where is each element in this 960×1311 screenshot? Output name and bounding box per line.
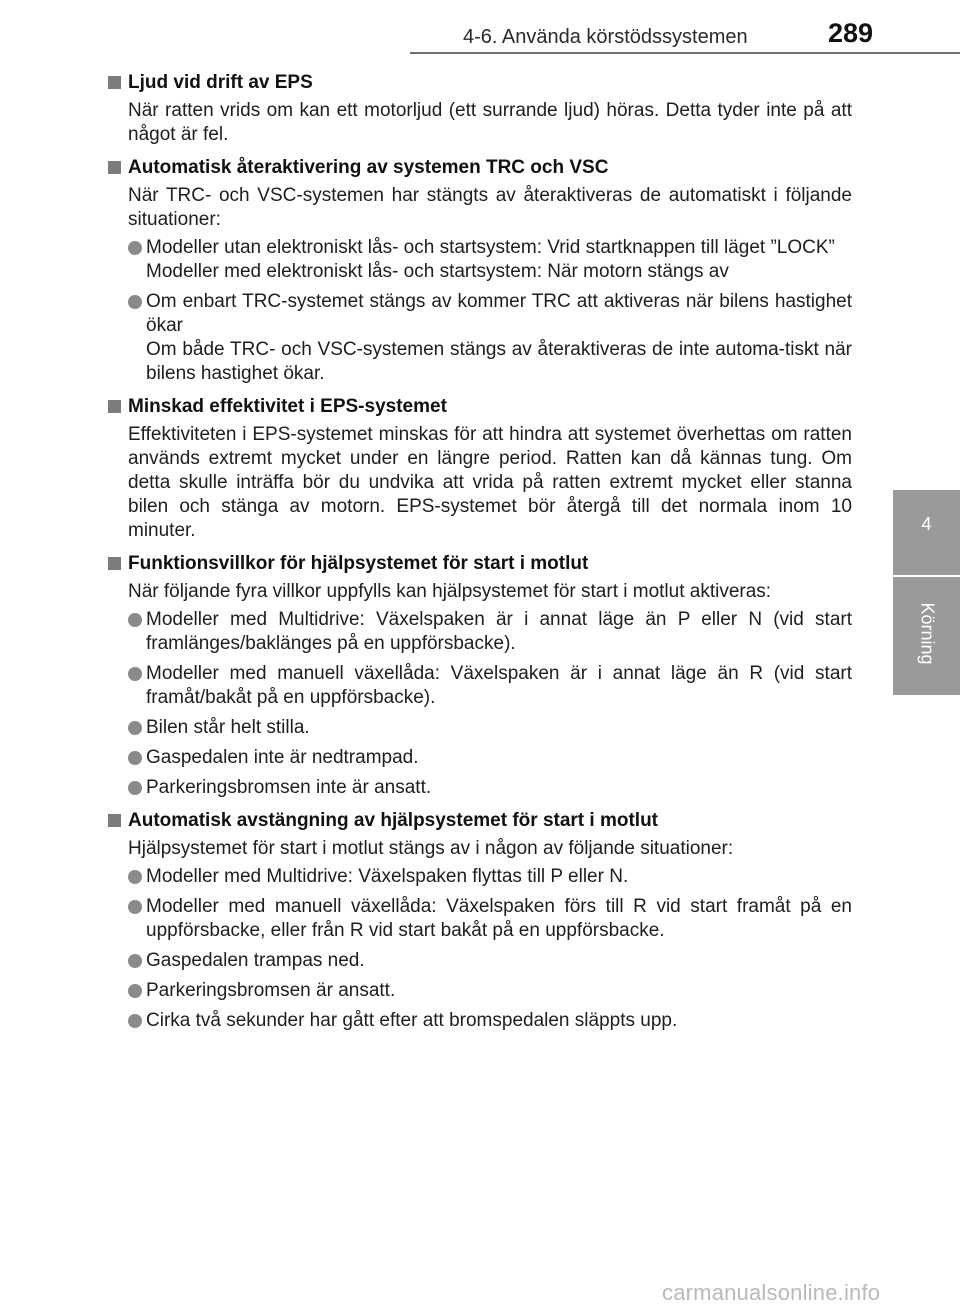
list-item-text: Modeller med Multidrive: Växelspaken är i annat läge än P eller N (vid start framlänges/baklänges på en uppförsbacke).: [146, 609, 852, 654]
list-item: [106, 979, 852, 1003]
round-bullet-icon: [128, 984, 142, 998]
round-bullet-icon: [128, 870, 142, 884]
round-bullet-icon: [128, 781, 142, 795]
list-item-text: Cirka två sekunder har gått efter att bromspedalen släppts upp.: [146, 1010, 678, 1031]
section-body: När ratten vrids om kan ett motorljud (ett surrande ljud) höras. Detta tyder inte på att något är fel.: [128, 100, 852, 145]
round-bullet-icon: [128, 613, 142, 627]
list-item: [106, 895, 852, 943]
list-item: [106, 662, 852, 710]
section-hill-start-conditions: [106, 551, 852, 800]
round-bullet-icon: [128, 954, 142, 968]
section-heading: 4-6. Använda körstödssystemen: [463, 26, 748, 48]
list-item-text: Bilen står helt stilla.: [146, 717, 310, 738]
section-title: Ljud vid drift av EPS: [128, 72, 313, 93]
section-body: När TRC- och VSC-systemen har stängts av återaktiveras de automatiskt i följande situationer:: [128, 185, 852, 230]
page-content: [106, 70, 852, 1041]
round-bullet-icon: [128, 241, 142, 255]
header-rule: [410, 52, 960, 54]
section-title: Automatisk avstängning av hjälpsystemet för start i motlut: [128, 810, 658, 831]
section-body: När följande fyra villkor uppfylls kan hjälpsystemet för start i motlut aktiveras:: [128, 581, 772, 602]
list-item: [106, 776, 852, 800]
page-number: 289: [828, 18, 874, 48]
square-bullet-icon: [108, 814, 121, 827]
chapter-number: 4: [921, 514, 932, 534]
section-title: Minskad effektivitet i EPS-systemet: [128, 396, 447, 417]
round-bullet-icon: [128, 1014, 142, 1028]
chapter-label: Körning: [917, 601, 938, 665]
section-eps-efficiency: [106, 394, 852, 543]
site-watermark: carmanualsonline.info: [662, 1280, 881, 1305]
section-body: Effektiviteten i EPS-systemet minskas för att hindra att systemet överhettas om ratten används extremt mycket under en längre period. Ratten kan då kännas tung. Om detta skulle inträffa bör du undvika att vrida på ratten extremt mycket eller stanna bilen och stänga av motorn. EPS-systemet bör återgå till det normala inom 10 minuter.: [128, 424, 852, 541]
section-hill-start-shutoff: [106, 808, 852, 1033]
page-header: [0, 0, 960, 60]
square-bullet-icon: [108, 400, 121, 413]
round-bullet-icon: [128, 667, 142, 681]
list-item-text: Modeller med Multidrive: Växelspaken flyttas till P eller N.: [146, 866, 629, 887]
list-item: [106, 1009, 852, 1033]
round-bullet-icon: [128, 900, 142, 914]
square-bullet-icon: [108, 76, 121, 89]
list-item-text: Modeller med elektroniskt lås- och startsystem: När motorn stängs av: [146, 261, 729, 282]
round-bullet-icon: [128, 751, 142, 765]
list-item: [106, 949, 852, 973]
list-item: [106, 716, 852, 740]
list-item-text: Gaspedalen trampas ned.: [146, 950, 365, 971]
list-item: [106, 865, 852, 889]
section-trc-vsc-reactivation: [106, 155, 852, 386]
square-bullet-icon: [108, 161, 121, 174]
square-bullet-icon: [108, 557, 121, 570]
list-item-text: Parkeringsbromsen är ansatt.: [146, 980, 396, 1001]
section-title: Funktionsvillkor för hjälpsystemet för start i motlut: [128, 553, 589, 574]
list-item-text: Modeller med manuell växellåda: Växelspaken är i annat läge än R (vid start framåt/bakåt på en uppförsbacke).: [146, 663, 852, 708]
list-item-text: Parkeringsbromsen inte är ansatt.: [146, 777, 432, 798]
section-eps-noise: [106, 70, 852, 147]
list-item-text: Om både TRC- och VSC-systemen stängs av återaktiveras de inte automa-tiskt när bilens hastighet ökar.: [146, 339, 852, 384]
list-item-text: Om enbart TRC-systemet stängs av kommer TRC att aktiveras när bilens hastighet ökar: [146, 291, 852, 336]
list-item: [106, 290, 852, 386]
list-item-text: Modeller med manuell växellåda: Växelspaken förs till R vid start framåt på en uppförsbacke, eller från R vid start bakåt på en uppförsbacke.: [146, 896, 852, 941]
list-item: [106, 608, 852, 656]
round-bullet-icon: [128, 295, 142, 309]
section-title: Automatisk återaktivering av systemen TRC och VSC: [128, 157, 609, 178]
chapter-tab-divider: [893, 575, 960, 577]
list-item: [106, 236, 852, 284]
list-item: [106, 746, 852, 770]
round-bullet-icon: [128, 721, 142, 735]
chapter-tab: [893, 490, 960, 695]
list-item-text: Gaspedalen inte är nedtrampad.: [146, 747, 419, 768]
section-body: Hjälpsystemet för start i motlut stängs av i någon av följande situationer:: [128, 838, 734, 859]
list-item-text: Modeller utan elektroniskt lås- och startsystem: Vrid startknappen till läget ”LOCK”: [146, 237, 835, 258]
